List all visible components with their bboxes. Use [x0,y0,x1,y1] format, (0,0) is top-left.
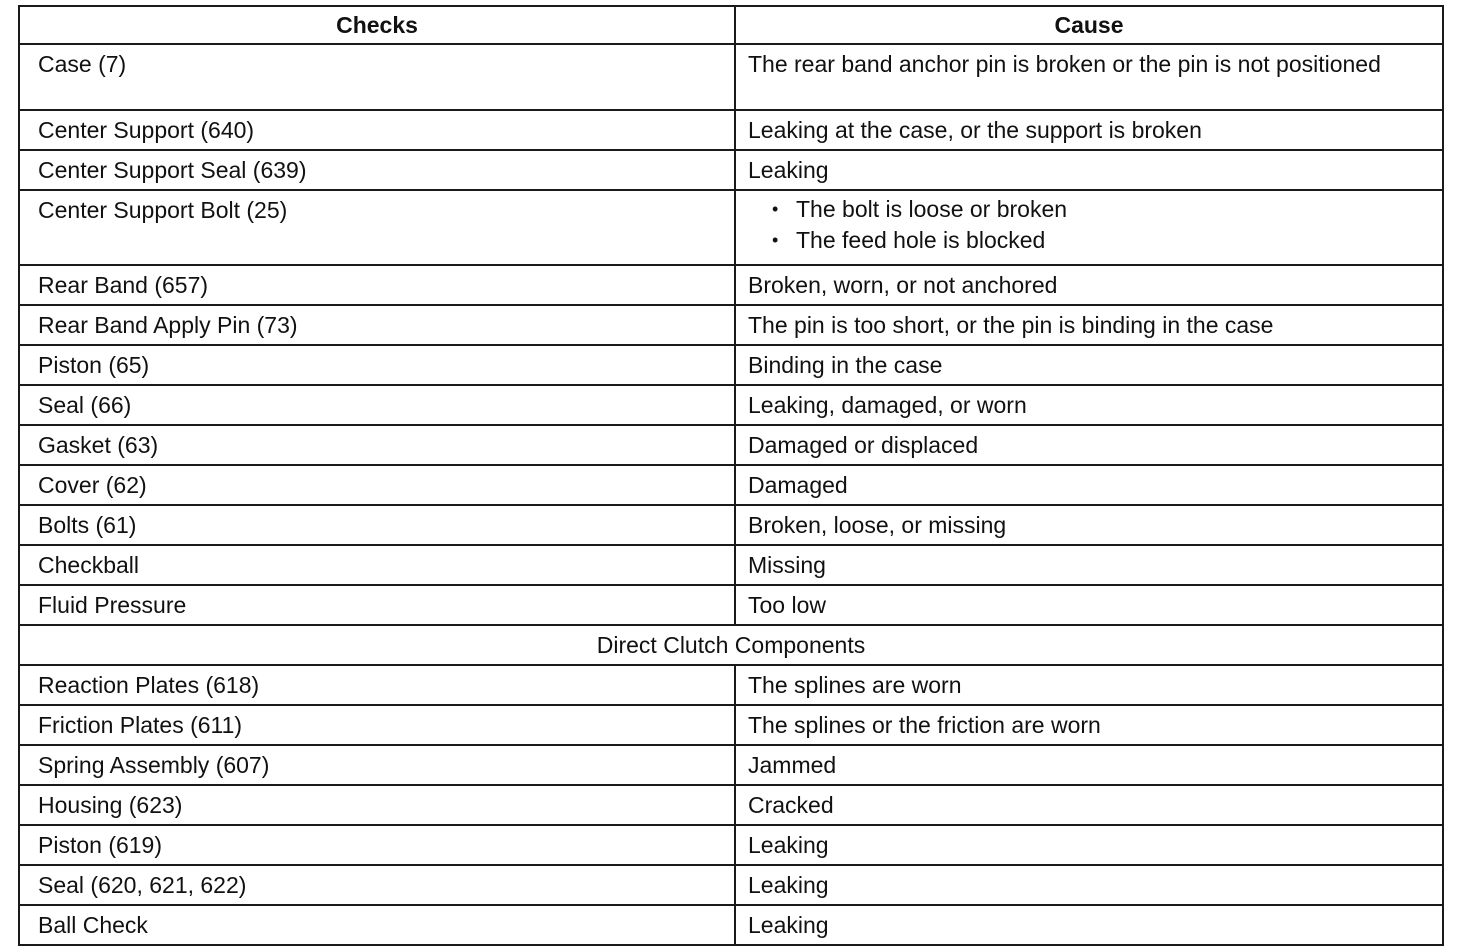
table-row [19,305,1443,345]
cause-bullet-list [748,192,1432,258]
table-row [19,705,1443,745]
cause-cell [735,190,1443,265]
check-cell: Center Support Seal (639) [19,150,735,190]
cause-cell: Leaking [735,150,1443,190]
table-row [19,150,1443,190]
header-checks: Checks [19,6,735,44]
cause-cell: The rear band anchor pin is broken or the pin is not positioned [735,44,1443,110]
table-row [19,665,1443,705]
cause-cell: Damaged [735,465,1443,505]
table-row [19,385,1443,425]
check-cell: Fluid Pressure [19,585,735,625]
cause-cell: Leaking [735,825,1443,865]
table-row [19,585,1443,625]
cause-cell: Broken, worn, or not anchored [735,265,1443,305]
cause-cell: Jammed [735,745,1443,785]
cause-cell: Leaking at the case, or the support is broken [735,110,1443,150]
cause-cell: Leaking [735,865,1443,905]
cause-cell: The splines are worn [735,665,1443,705]
cause-cell: Cracked [735,785,1443,825]
table-row [19,905,1443,945]
table-row [19,190,1443,265]
check-cell: Center Support Bolt (25) [19,190,735,265]
bullet-icon: • [772,199,779,219]
table-row [19,465,1443,505]
table-row [19,825,1443,865]
cause-cell: The pin is too short, or the pin is binding in the case [735,305,1443,345]
table-row [19,545,1443,585]
check-cell: Spring Assembly (607) [19,745,735,785]
cause-bullet-text: The bolt is loose or broken [796,196,1068,222]
check-cell: Piston (65) [19,345,735,385]
table-row [19,265,1443,305]
check-cell: Rear Band Apply Pin (73) [19,305,735,345]
table-row [19,865,1443,905]
cause-bullet-item [772,223,1432,258]
check-cell: Friction Plates (611) [19,705,735,745]
cause-cell: Broken, loose, or missing [735,505,1443,545]
cause-cell: Leaking [735,905,1443,945]
bullet-icon: • [772,230,779,250]
check-cell: Housing (623) [19,785,735,825]
check-cell: Bolts (61) [19,505,735,545]
check-cell: Checkball [19,545,735,585]
cause-bullet-item [772,192,1432,227]
cause-cell: Damaged or displaced [735,425,1443,465]
cause-cell: Too low [735,585,1443,625]
check-cell: Gasket (63) [19,425,735,465]
check-cell: Ball Check [19,905,735,945]
table-header-row [19,6,1443,44]
check-cell: Rear Band (657) [19,265,735,305]
cause-cell: Binding in the case [735,345,1443,385]
check-cell: Seal (620, 621, 622) [19,865,735,905]
section-header-row [19,625,1443,665]
table-row [19,345,1443,385]
cause-cell: Leaking, damaged, or worn [735,385,1443,425]
cause-cell: Missing [735,545,1443,585]
check-cell: Center Support (640) [19,110,735,150]
table-row [19,785,1443,825]
table-row [19,110,1443,150]
check-cell: Case (7) [19,44,735,110]
cause-cell: The splines or the friction are worn [735,705,1443,745]
checks-cause-table [18,5,1444,946]
table-row [19,505,1443,545]
check-cell: Seal (66) [19,385,735,425]
cause-bullet-text: The feed hole is blocked [796,227,1046,253]
section-heading-direct-clutch: Direct Clutch Components [19,625,1443,665]
table-row [19,745,1443,785]
table-row [19,44,1443,110]
check-cell: Cover (62) [19,465,735,505]
check-cell: Piston (619) [19,825,735,865]
check-cell: Reaction Plates (618) [19,665,735,705]
table-row [19,425,1443,465]
checks-table-wrapper [18,5,1442,946]
header-cause: Cause [735,6,1443,44]
